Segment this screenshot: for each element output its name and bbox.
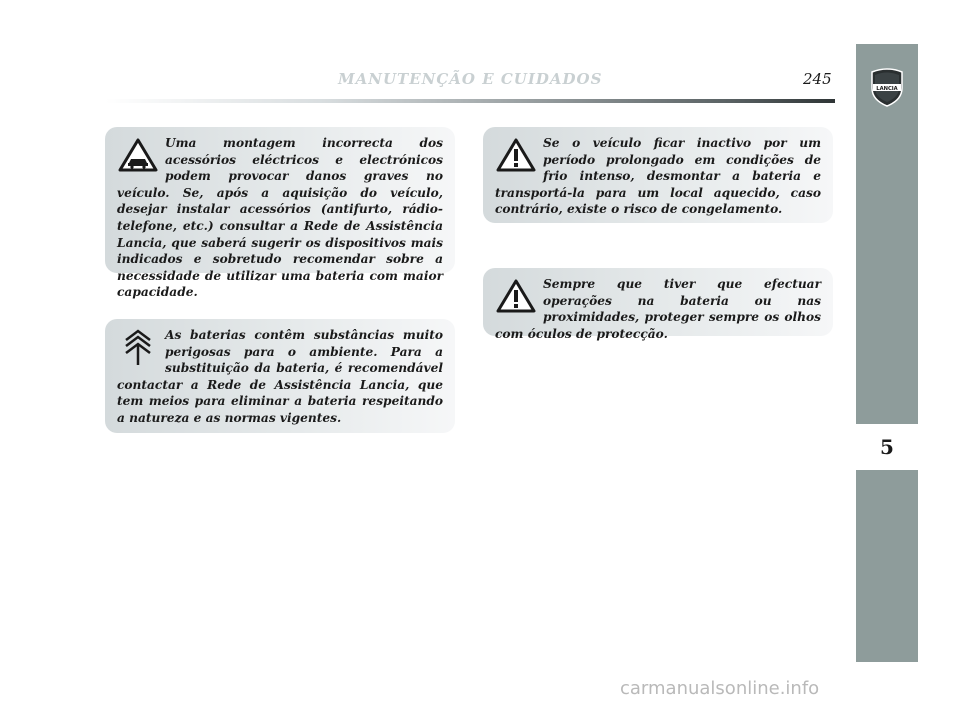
chapter-number: 5 bbox=[856, 424, 918, 470]
warning-icon bbox=[495, 137, 537, 175]
vehicle-warning-icon bbox=[117, 137, 159, 175]
header-divider bbox=[105, 99, 835, 103]
note-cold-storage-warning bbox=[483, 127, 833, 223]
environment-icon bbox=[117, 329, 159, 367]
note-text: Sempre que tiver que efectuar operações na bateria ou nas proximidades, proteger sempre os olhos com óculos de protecção. bbox=[495, 277, 821, 341]
lancia-logo-icon bbox=[868, 66, 906, 108]
note-eye-protection-warning bbox=[483, 268, 833, 341]
note-battery-environment bbox=[105, 319, 455, 433]
warning-icon bbox=[495, 278, 537, 316]
note-accessories-warning bbox=[105, 127, 455, 300]
note-text: As baterias contêm substâncias muito perigosas para o ambiente. Para a substituição da bateria, é recomendável contactar a Rede de Assistência Lancia, que tem meios para eliminar a bateria respeitando a natureza e as normas vigentes. bbox=[117, 328, 443, 425]
side-tab-lower bbox=[856, 470, 918, 662]
note-text: Uma montagem incorrecta dos acessórios eléctricos e electrónicos podem provocar danos graves no veículo. Se, após a aquisição do veículo, desejar instalar acessórios (antifurto, rádio-telefone, etc.) consultar a Rede de Assistência Lancia, que saberá sugerir os dispositivos mais indicados e sobretudo recomendar sobre a necessidade de utilizar uma bateria com maior capacidade. bbox=[117, 136, 443, 300]
page-title: MANUTENÇÃO E CUIDADOS bbox=[338, 70, 603, 88]
logo-text: LANCIA bbox=[876, 85, 898, 92]
watermark: carmanualsonline.info bbox=[620, 678, 820, 699]
page-number: 245 bbox=[803, 70, 832, 88]
note-text: Se o veículo ficar inactivo por um período prolongado em condições de frio intenso, desmontar a bateria e transportá-la para um local aquecido, caso contrário, existe o risco de congelamento. bbox=[495, 136, 821, 217]
